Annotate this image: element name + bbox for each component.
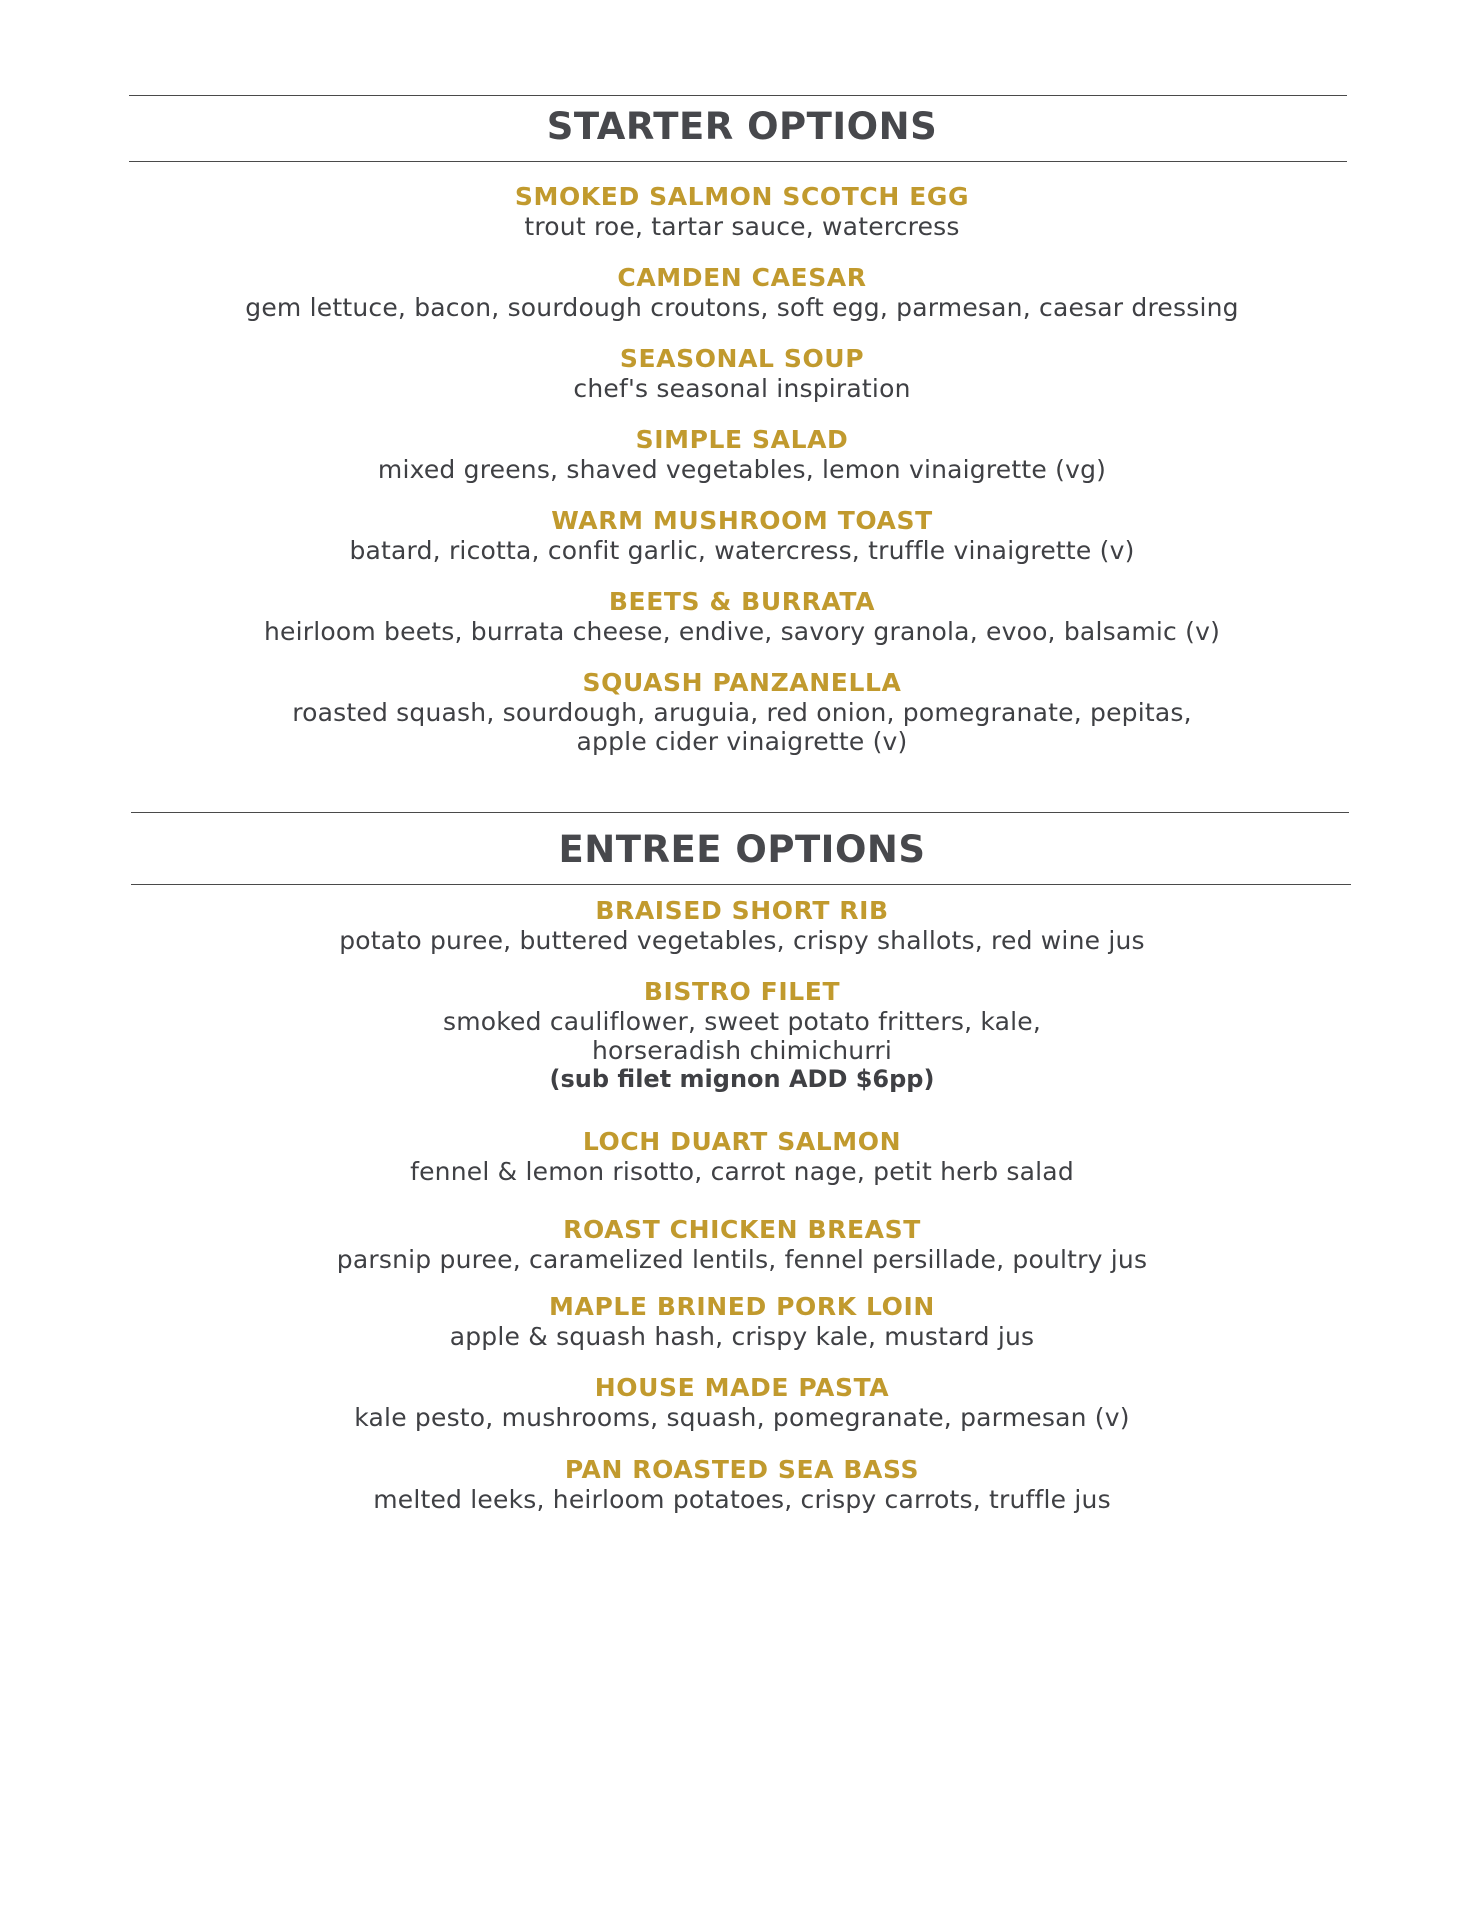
item-description: batard, ricotta, confit garlic, watercress, truffle vinaigrette (v) (349, 536, 1135, 565)
starter-item (0, 668, 1484, 756)
item-description: fennel & lemon risotto, carrot nage, petit herb salad (410, 1157, 1074, 1186)
entree-item (0, 1127, 1484, 1186)
item-description: kale pesto, mushrooms, squash, pomegranate, parmesan (v) (354, 1403, 1130, 1432)
entree-item (0, 896, 1484, 955)
entree-item (0, 1292, 1484, 1351)
starter-item (0, 425, 1484, 484)
entree-top-rule (131, 812, 1349, 813)
item-name: MAPLE BRINED PORK LOIN (549, 1292, 935, 1321)
entree-heading: ENTREE OPTIONS (558, 828, 926, 871)
item-description: potato puree, buttered vegetables, crispy shallots, red wine jus (339, 926, 1145, 955)
item-description: roasted squash, sourdough, aruguia, red onion, pomegranate, pepitas, (292, 698, 1192, 727)
item-description: horseradish chimichurri (592, 1036, 892, 1065)
item-name: BRAISED SHORT RIB (595, 896, 889, 925)
starter-bottom-rule (129, 161, 1347, 162)
item-description: heirloom beets, burrata cheese, endive, savory granola, evoo, balsamic (v) (263, 617, 1221, 646)
entree-item (0, 1373, 1484, 1432)
entree-item (0, 977, 1484, 1094)
starter-top-rule (129, 95, 1347, 96)
item-name: BEETS & BURRATA (608, 587, 876, 616)
item-description: apple & squash hash, crispy kale, mustard jus (449, 1322, 1035, 1351)
item-description: apple cider vinaigrette (v) (576, 727, 908, 756)
item-name: SQUASH PANZANELLA (582, 668, 902, 697)
entree-bottom-rule (131, 884, 1351, 885)
starter-item (0, 182, 1484, 241)
item-description: chef's seasonal inspiration (573, 374, 911, 403)
item-name: BISTRO FILET (643, 977, 841, 1006)
starter-heading: STARTER OPTIONS (546, 105, 938, 148)
item-description: gem lettuce, bacon, sourdough croutons, soft egg, parmesan, caesar dressing (245, 293, 1239, 322)
item-name: HOUSE MADE PASTA (594, 1373, 890, 1402)
item-description: mixed greens, shaved vegetables, lemon vinaigrette (vg) (377, 455, 1107, 484)
starter-item (0, 344, 1484, 403)
entree-item (0, 1455, 1484, 1514)
starter-item (0, 263, 1484, 322)
starter-item (0, 506, 1484, 565)
item-description: smoked cauliflower, sweet potato fritters, kale, (442, 1007, 1042, 1036)
item-name: LOCH DUART SALMON (582, 1127, 902, 1156)
item-name: ROAST CHICKEN BREAST (563, 1215, 921, 1244)
item-description: melted leeks, heirloom potatoes, crispy carrots, truffle jus (373, 1485, 1111, 1514)
item-name: SIMPLE SALAD (635, 425, 849, 454)
item-name: SMOKED SALMON SCOTCH EGG (514, 182, 970, 211)
item-description: parsnip puree, caramelized lentils, fennel persillade, poultry jus (336, 1245, 1148, 1274)
item-name: CAMDEN CAESAR (617, 263, 867, 292)
starter-item (0, 587, 1484, 646)
item-name: PAN ROASTED SEA BASS (564, 1455, 920, 1484)
item-description: trout roe, tartar sauce, watercress (524, 212, 960, 241)
item-name: WARM MUSHROOM TOAST (551, 506, 933, 535)
entree-item (0, 1215, 1484, 1274)
item-note: (sub filet mignon ADD $6pp) (549, 1065, 935, 1093)
item-name: SEASONAL SOUP (619, 344, 865, 373)
